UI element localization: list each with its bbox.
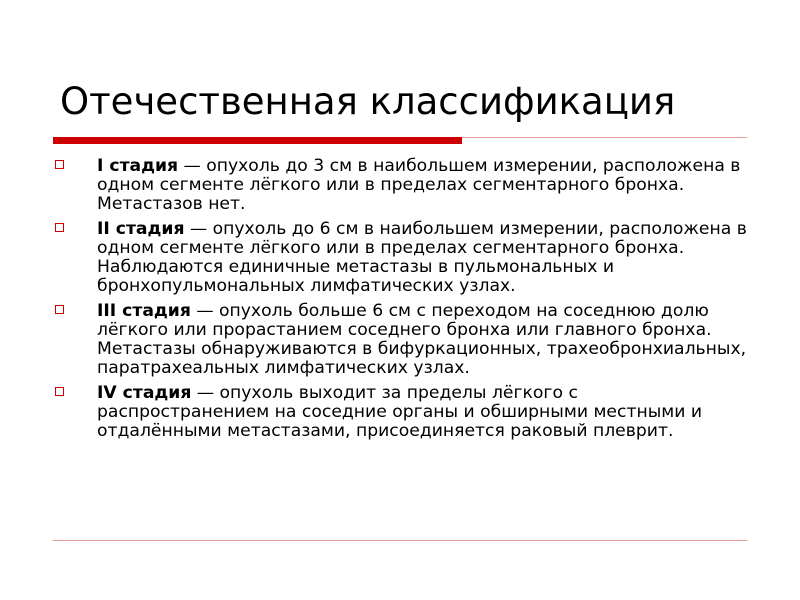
list-item-stage-3 <box>53 302 753 378</box>
list-item-stage-1 <box>53 157 753 214</box>
stage-label: III стадия <box>97 301 191 321</box>
list-item-stage-4 <box>53 384 753 441</box>
stage-description: — опухоль выходит за пределы лёгкого с распространением на соседние органы и обширными местными и отдалёнными метастазами, присоединяется раковый плеврит. <box>97 383 703 441</box>
stage-description: — опухоль до 6 см в наибольшем измерении, расположена в одном сегменте лёгкого или в пределах сегментарного бронха. Наблюдаются единичные метастазы в пульмональных и бронхопульмональных лимфатических узлах. <box>97 219 747 296</box>
stage-description: — опухоль до 3 см в наибольшем измерении, расположена в одном сегменте лёгкого или в пределах сегментарного бронха. Метастазов нет. <box>97 156 741 214</box>
list-item-stage-2 <box>53 220 753 296</box>
stage-label: II стадия <box>97 219 185 239</box>
stage-list <box>53 157 753 447</box>
stage-label: IV стадия <box>97 383 192 403</box>
square-bullet-icon <box>55 223 64 232</box>
title-divider-accent <box>53 137 462 144</box>
square-bullet-icon <box>55 305 64 314</box>
footer-divider <box>53 540 747 541</box>
stage-description: — опухоль больше 6 см с переходом на соседнюю долю лёгкого или прорастанием соседнего бронха или главного бронха. Метастазы обнаруживаются в бифуркационных, трахеобронхиальных, паратрахеальных лимфатических узлах. <box>97 301 747 378</box>
square-bullet-icon <box>55 387 64 396</box>
slide-title: Отечественная классификация <box>60 80 676 123</box>
stage-label: I стадия <box>97 156 179 176</box>
square-bullet-icon <box>55 160 64 169</box>
